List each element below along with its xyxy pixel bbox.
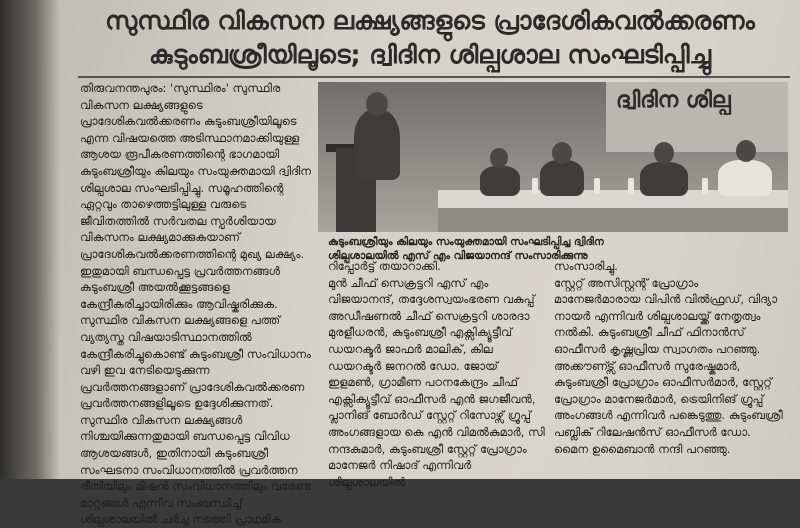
panelist-figure-2 [540, 160, 584, 196]
column-1-paragraph-2: സുസ്ഥിര വികസന ലക്ഷ്യങ്ങളെ പത്ത് വ്യത്യസ്ത വിഷയാടിസ്ഥാനത്തിൽ കേന്ദ്രീകരിച്ചുകൊണ്ട് കുടുംബശ്രീ സംവിധാനം വഴി ഇവ നേടിയെടുക്കുന്ന പ്രവർത്തനങ്ങളാണ് പ്രാദേശികവൽക്കരണ പ്രവർത്തനങ്ങളിലൂടെ ഉദ്ദേശിക്കുന്നത്. സുസ്ഥിര വികസന ലക്ഷ്യങ്ങൾ നിശ്ചയിക്കുന്നതുമായി ബന്ധപ്പെട്ട വിവിധ ആശയങ്ങൾ, ഇതിനായി കുടുംബശ്രീ സംഘടനാ സംവിധാനത്തിൽ പ്രവർത്തന രീതിയിലും മിഷൻ സംവിധാനത്തിലും വരേണ്ട മാറ്റങ്ങൾ എന്നിവ സംബന്ധിച്ച് ശില്പശാലയിൽ ചർച്ച നടത്തി പ്രാഥമിക [80, 313, 311, 527]
headline-rule [78, 76, 790, 78]
water-bottle-3 [628, 178, 634, 194]
photo-caption: കുടുംബശ്രീയും കിലയും സംയുക്തമായി സംഘടിപ്പിച്ച ദ്വിദിന ശില്പശാലയിൽ എസ് എം വിജയാനന്ദ് സംസാരിക്കുന്നു [328, 236, 604, 262]
panelist-head-2 [552, 142, 572, 164]
article-column-3 [554, 258, 788, 457]
panelist-figure-1 [480, 166, 520, 196]
photo-banner [606, 82, 788, 152]
table-skirt [438, 208, 788, 232]
speaker-figure [354, 110, 400, 180]
headline-line-2: കുടുംബശ്രീയിലൂടെ; ദ്വിദിന ശില്പശാല സംഘടിപ്പിച്ചു [149, 40, 711, 69]
headline [70, 4, 790, 72]
column-1-paragraph-1: തിരുവനന്തപുരം: 'സുസ്ഥിരം' സുസ്ഥിര വികസന ലക്ഷ്യങ്ങളുടെ പ്രാദേശികവൽക്കരണം കുടുംബശ്രീയിലൂടെ എന്ന വിഷയത്തെ അടിസ്ഥാനമാക്കിയുള്ള ആശയ രൂപീകരണത്തിന്റെ ഭാഗമായി കുടുംബശ്രീയും കിലയും സംയുക്തമായി ദ്വിദിന ശില്പശാല സംഘടിപ്പിച്ചു. സമൂഹത്തിന്റെ ഏറ്റവും താഴെത്തട്ടിലുള്ള വരുടെ ജീവിതത്തിൽ സർവതല സ്പർശിയായ വികസനം ലക്ഷ്യമാക്കുകയാണ് പ്രാദേശികവൽക്കരണത്തിന്റെ മുഖ്യ ലക്ഷ്യം. ഇതുമായി ബന്ധപ്പെട്ട പ്രവർത്തനങ്ങൾ കുടുംബശ്രീ അയൽക്കൂട്ടങ്ങളെ കേന്ദ്രീകരിച്ചായിരിക്കും ആവിഷ്കരിക്കുക. [80, 81, 311, 311]
panelist-head-4 [736, 140, 756, 162]
article-column-2 [328, 258, 546, 490]
water-bottle-2 [594, 178, 600, 194]
event-photo [318, 82, 788, 232]
panelist-head-3 [654, 142, 674, 164]
column-2-paragraph-2: മുൻ ചീഫ് സെക്രട്ടറി എസ് എം വിജയാനന്ദ്, തദ്ദേശസ്വയംഭരണ വകുപ്പ് അഡീഷണൽ ചീഫ് സെക്രട്ടറി ശാരദാ മുരളീധരൻ, കുടുംബശ്രീ എക്സിക്യൂട്ടീവ് ഡയറക്ടർ ജാഫർ മാലിക്, കില ഡയറക്ടർ ജനറൽ ഡോ. ജോയ് ഇളമൺ, ഗ്രാമീണ പഠനകേന്ദ്രം ചീഫ് എക്സിക്യൂട്ടീവ് ഓഫീസർ എൻ ജഗജീവൻ, പ്ലാനിങ് ബോർഡ് സ്റ്റേറ്റ് റിസോഴ്സ് ഗ്രൂപ്പ് അംഗങ്ങളായ കെ എൻ വിമൽകുമാർ, സി നന്ദകുമാർ, കുടുംബശ്രീ സ്റ്റേറ്റ് പ്രോഗ്രാം മാനേജർ നിഷാദ് എന്നിവർ ശില്പശാലയിൽ [328, 275, 545, 489]
article-column-1 [80, 80, 312, 528]
column-2-paragraph-1: റിപ്പോർട്ട് തയാറാക്കി. [328, 259, 441, 273]
headline-line-1: സുസ്ഥിര വികസന ലക്ഷ്യങ്ങളുടെ പ്രാദേശികവൽക്കരണം [105, 6, 755, 35]
photo-banner-text: ദ്വിദിന ശില്പ [616, 88, 731, 113]
column-3-paragraph-2: സ്റ്റേറ്റ് അസിസ്റ്റന്റ് പ്രോഗ്രാം മാനേജർമാരായ വിപിൻ വിൽഫ്രഡ്, വിദ്യാ നായർ എന്നിവർ ശില്പശാലയ്ക്ക് നേതൃത്വം നൽകി. കുടുംബശ്രീ ചീഫ് ഫിനാൻസ് ഓഫീസർ കൃഷ്ണപ്രിയ സ്വാഗതം പറഞ്ഞു. അക്കൗണ്ട്സ് ഓഫീസർ സുരേഷ്കുമാർ, കുടുംബശ്രീ പ്രോഗ്രാം ഓഫീസർമാർ, സ്റ്റേറ്റ് പ്രോഗ്രാം മാനേജർമാർ, ട്രെയിനിങ് ഗ്രൂപ്പ് അംഗങ്ങൾ എന്നിവർ പങ്കെടുത്തു. കുടുംബശ്രീ പബ്ലിക് റിലേഷൻസ് ഓഫീസർ ഡോ. മൈന ഉമൈബാൻ നന്ദി പറഞ്ഞു. [554, 275, 783, 456]
water-bottle-1 [532, 178, 538, 194]
panelist-figure-3 [640, 162, 688, 196]
panelist-figure-4 [718, 160, 772, 196]
column-3-paragraph-1: സംസാരിച്ചു. [554, 259, 618, 273]
water-bottle-4 [702, 178, 708, 194]
panelist-head-1 [490, 148, 508, 168]
page-fold-shadow [0, 0, 60, 479]
speaker-head [366, 92, 388, 116]
